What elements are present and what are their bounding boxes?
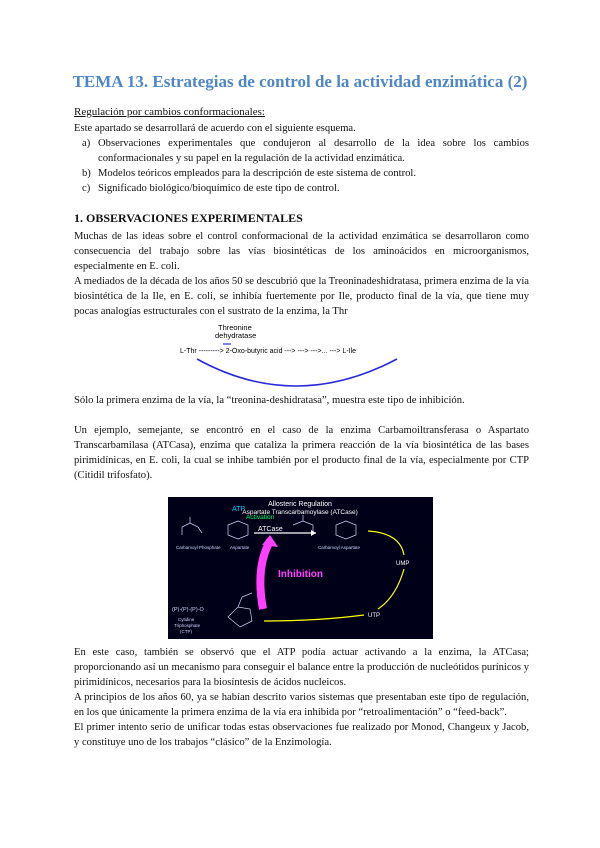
carbamoyl-phosphate-label: Carbamoyl Phosphate — [176, 545, 221, 550]
list-marker: c) — [82, 183, 91, 194]
enzyme-label-bottom: dehydratase — [215, 331, 257, 340]
section-heading: Regulación por cambios conformacionales: — [74, 106, 265, 118]
paragraph: En este caso, también se observó que el ATP podía actuar activando a la enzima, la ATCasa; proporcionando así un mecanismo para conseguir el balance entre la producción de nucleótidos purínicos y pirimidínicos, necesarios para la biosíntesis de ácidos nucleicos. — [74, 647, 529, 688]
outline-block — [74, 121, 529, 196]
aspartate-label: Aspartate — [230, 545, 250, 550]
list-item-text: Significado biológico/bioquímico de este tipo de control. — [98, 183, 340, 194]
feedback-arrow — [197, 359, 397, 386]
list-marker: b) — [82, 168, 91, 179]
pathway-text: L-Thr ---------> 2-Oxo-butyric acid ---> ---> --->... ---> L-Ile — [180, 348, 356, 355]
figure-title-2: Aspartate Transcarbamoylase (ATCase) — [242, 509, 358, 516]
list-item-text: Observaciones experimentales que condujeron al desarrollo de la idea sobre los cambios conformacionales y su papel en la regulación de la actividad enzimática. — [98, 138, 529, 164]
list-item-text: Modelos teóricos empleados para la descripción de este sistema de control. — [98, 168, 417, 179]
inhibition-label: Inhibition — [278, 569, 323, 580]
paragraph: El primer intento serio de unificar todas estas observaciones fue realizado por Monod, Changeux y Jacob, y constituye uno de los trabajos “clásico” de la Enzimología. — [74, 722, 529, 748]
intro-text: Este apartado se desarrollará de acuerdo con el siguiente esquema. — [74, 123, 356, 134]
paragraph-block — [74, 645, 529, 750]
paragraph-block — [74, 393, 529, 408]
section-title: 1. OBSERVACIONES EXPERIMENTALES — [74, 211, 303, 225]
paragraph-block — [74, 229, 529, 319]
figure-title-1: Allosteric Regulation — [268, 501, 332, 508]
feedback-inhibition-diagram — [175, 321, 410, 393]
list-item — [74, 181, 529, 196]
page-title: TEMA 13. Estrategias de control de la actividad enzimática (2) — [72, 72, 528, 91]
utp-label: UTP — [368, 613, 380, 619]
paragraph-block — [74, 423, 529, 483]
outline-list — [74, 136, 529, 196]
atcase-diagram — [168, 497, 433, 639]
paragraph: A mediados de la década de los años 50 se descubrió que la Treoninadeshidratasa, primera enzima de la vía biosintética de la Ile, en E. coli, se inhibía fuertemente por Ile, producto final de la vía, que tiene muy pocas analogías estructurales con el sustrato de la enzima, la Thr — [74, 276, 529, 317]
ctp-label-2: Triphosphate — [174, 623, 201, 628]
atcase-regulation-figure — [168, 497, 433, 639]
paragraph: Muchas de las ideas sobre el control conformacional de la actividad enzimática se desarrollaron como consecuencia del trabajo sobre las vías biosintéticas de los aminoácidos en microorganismos, especialmente en E. coli. — [74, 231, 529, 272]
ctp-label-3: (CTP) — [180, 629, 192, 634]
list-item — [74, 136, 529, 166]
paragraph: A principios de los años 60, ya se habían descrito varios sistemas que presentaban este tipo de regulación, en los que únicamente la primera enzima de la vía era inhibida por “retroalimentación” o “feed-back”. — [74, 692, 529, 718]
atcase-label: ATCase — [258, 526, 283, 533]
atp-label: ATP — [232, 506, 246, 513]
carbamoyl-aspartate-label: Carbamoyl Aspartate — [318, 545, 361, 550]
list-item — [74, 166, 529, 181]
list-marker: a) — [82, 138, 91, 149]
phosphate-chain: (P)-(P)-(P)-O — [172, 607, 204, 613]
activation-label: Activation — [246, 514, 275, 521]
paragraph: Un ejemplo, semejante, se encontró en el caso de la enzima Carbamoiltransferasa o Aspartato Transcarbamilasa (ATCasa), enzima que cataliza la primera reacción de la vía biosintética de las bases pirimidínicas, en E. coli, la cual se inhibe también por el producto final de la vía, especialmente por CTP (Citidil trifosfato). — [74, 425, 529, 481]
ump-label: UMP — [396, 561, 410, 567]
paragraph: Sólo la primera enzima de la vía, la “treonina-deshidratasa”, muestra este tipo de inhibición. — [74, 395, 465, 406]
enzyme-label-top: Threonine — [218, 323, 252, 332]
ctp-label-1: Cytidine — [178, 617, 195, 622]
